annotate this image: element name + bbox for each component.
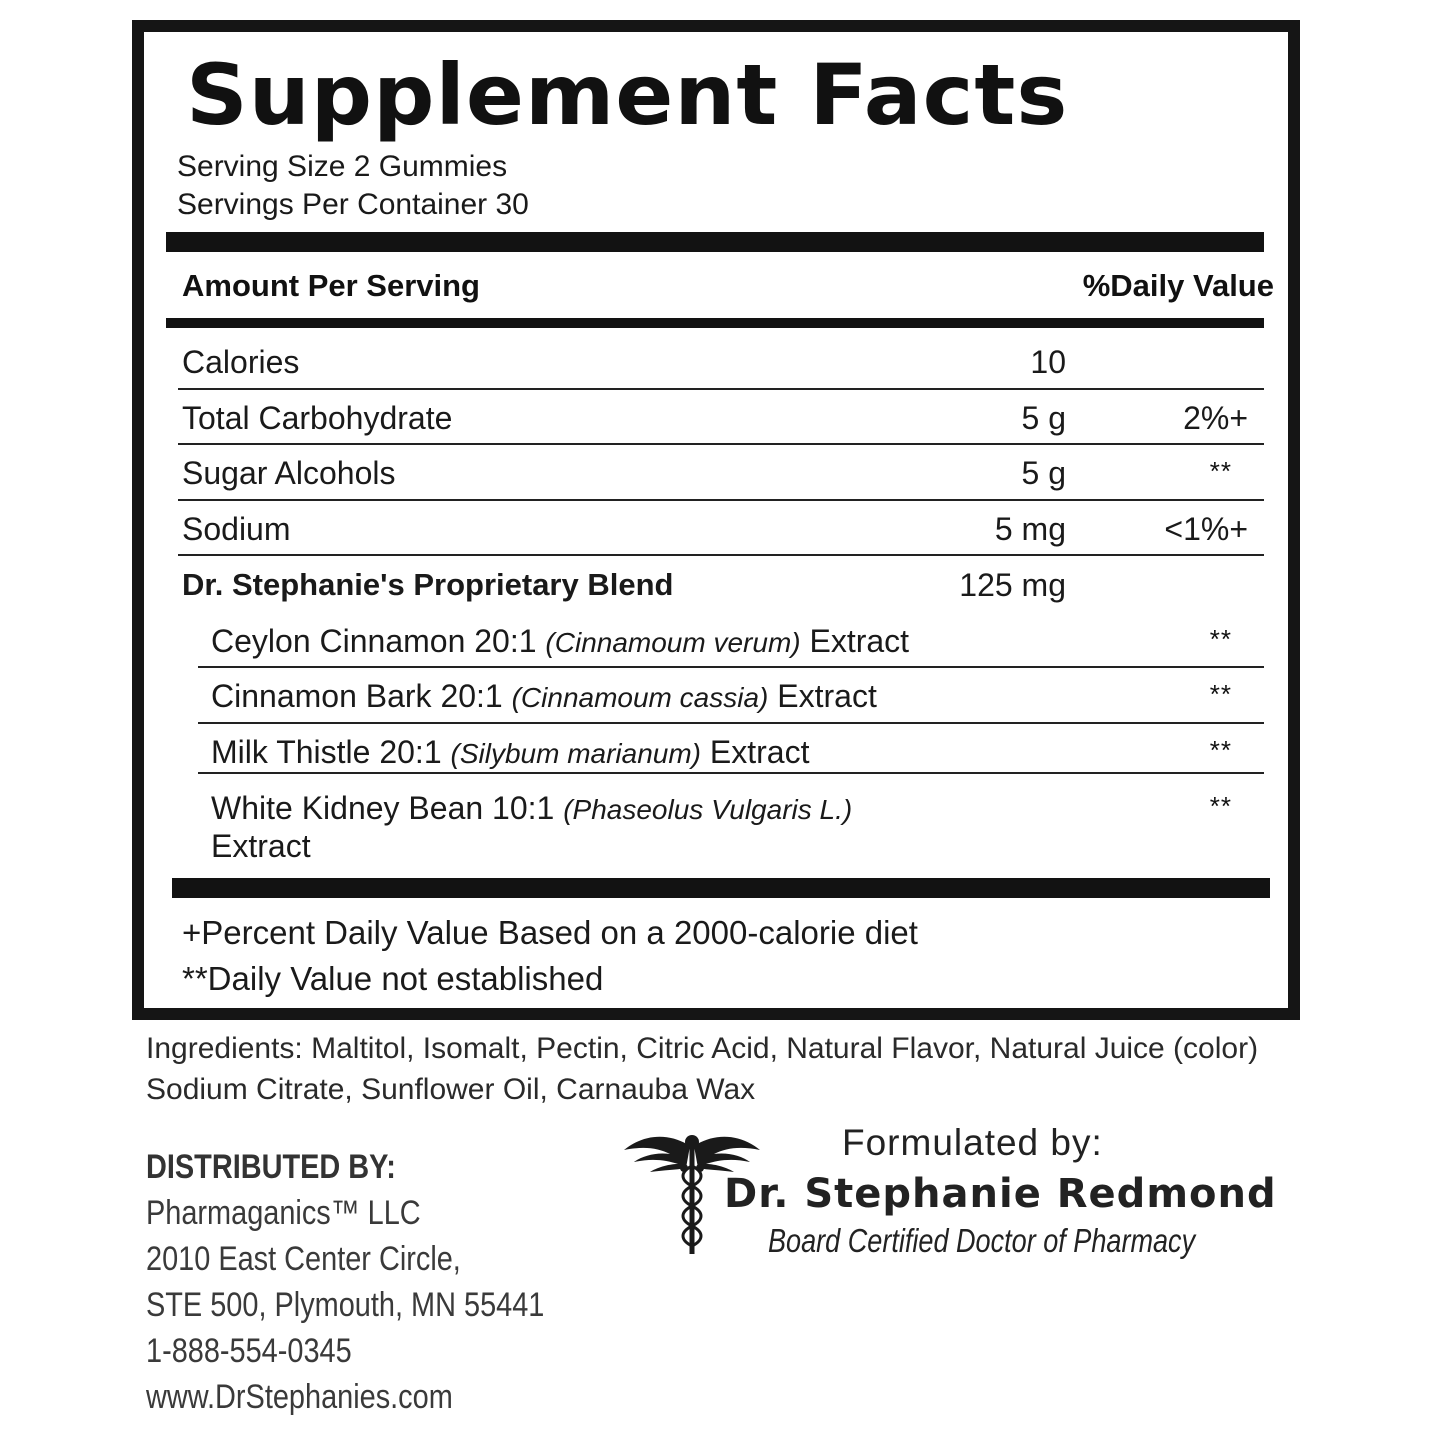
row-sodium-amount: 5 mg (994, 511, 1066, 547)
row-sodium-name: Sodium (182, 511, 291, 547)
blend-item (211, 790, 852, 827)
blend-amount: 125 mg (959, 567, 1066, 603)
distributor-address-line-1: 2010 East Center Circle, (146, 1240, 461, 1278)
row-carbohydrate-amount: 5 g (1021, 400, 1066, 436)
blend-name: Dr. Stephanie's Proprietary Blend (182, 567, 674, 602)
distributed-by-heading: DISTRIBUTED BY: (146, 1148, 396, 1186)
footnote-dv-not-established: **Daily Value not established (182, 960, 604, 997)
row-sugar-alcohols-dv: ** (1209, 456, 1232, 486)
row-divider (178, 388, 1264, 390)
blend-item-name: Ceylon Cinnamon 20:1 (211, 623, 537, 659)
blend-item-latin: (Silybum marianum) (450, 738, 701, 769)
supplement-facts-panel (132, 20, 1300, 1020)
row-divider (198, 772, 1264, 774)
row-calories-name: Calories (182, 344, 300, 380)
blend-item-dv: ** (1209, 791, 1232, 821)
row-divider (198, 666, 1264, 668)
row-divider (178, 499, 1264, 501)
formulator-name: Dr. Stephanie Redmond (724, 1171, 1277, 1217)
distributor-website: www.DrStephanies.com (146, 1378, 453, 1416)
formulated-by-label: Formulated by: (842, 1122, 1103, 1163)
blend-item-suffix: Extract (211, 828, 311, 864)
distributor-company: Pharmaganics™ LLC (146, 1194, 421, 1232)
row-sodium-dv: <1%+ (1164, 511, 1248, 547)
row-divider (178, 443, 1264, 445)
blend-item (211, 678, 877, 715)
footnote-percent-dv: +Percent Daily Value Based on a 2000-calorie diet (182, 914, 918, 951)
ingredients-list: Ingredients: Maltitol, Isomalt, Pectin, Citric Acid, Natural Flavor, Natural Juice (color) Sodium Citrate, Sunflower Oil, Carnauba Wax (146, 1032, 1259, 1106)
row-carbohydrate-name: Total Carbohydrate (182, 400, 453, 436)
row-divider (198, 722, 1264, 724)
distributor-address-line-2: STE 500, Plymouth, MN 55441 (146, 1286, 545, 1324)
blend-item-dv: ** (1209, 735, 1232, 765)
panel-title: Supplement Facts (186, 46, 1069, 144)
blend-item (211, 623, 909, 660)
blend-item-dv: ** (1209, 624, 1232, 654)
thick-divider (166, 232, 1264, 252)
blend-item-name: Milk Thistle 20:1 (211, 734, 442, 770)
row-divider (178, 554, 1264, 556)
row-sugar-alcohols-name: Sugar Alcohols (182, 455, 396, 491)
distributor-phone: 1-888-554-0345 (146, 1332, 352, 1370)
servings-per-container: Servings Per Container 30 (177, 188, 529, 221)
serving-size: Serving Size 2 Gummies (177, 150, 508, 183)
thick-divider (172, 878, 1270, 898)
blend-item-latin: (Phaseolus Vulgaris L.) (563, 794, 853, 825)
blend-item-suffix: Extract (809, 623, 910, 659)
blend-item-suffix: Extract (777, 678, 877, 714)
row-carbohydrate-dv: 2%+ (1183, 400, 1248, 436)
formulator-credential: Board Certified Doctor of Pharmacy (768, 1222, 1196, 1259)
medium-divider (166, 318, 1264, 328)
daily-value-header: %Daily Value (1082, 268, 1274, 303)
blend-item-name: Cinnamon Bark 20:1 (211, 678, 503, 714)
blend-item-latin: (Cinnamoum cassia) (511, 682, 769, 713)
row-calories-amount: 10 (1030, 344, 1066, 380)
amount-per-serving-header: Amount Per Serving (182, 268, 480, 303)
blend-item-suffix: Extract (709, 734, 810, 770)
blend-item-dv: ** (1209, 679, 1232, 709)
blend-item-latin: (Cinnamoum verum) (545, 627, 801, 658)
blend-item-name: White Kidney Bean 10:1 (211, 790, 555, 826)
blend-item (211, 734, 809, 771)
row-sugar-alcohols-amount: 5 g (1021, 455, 1066, 491)
